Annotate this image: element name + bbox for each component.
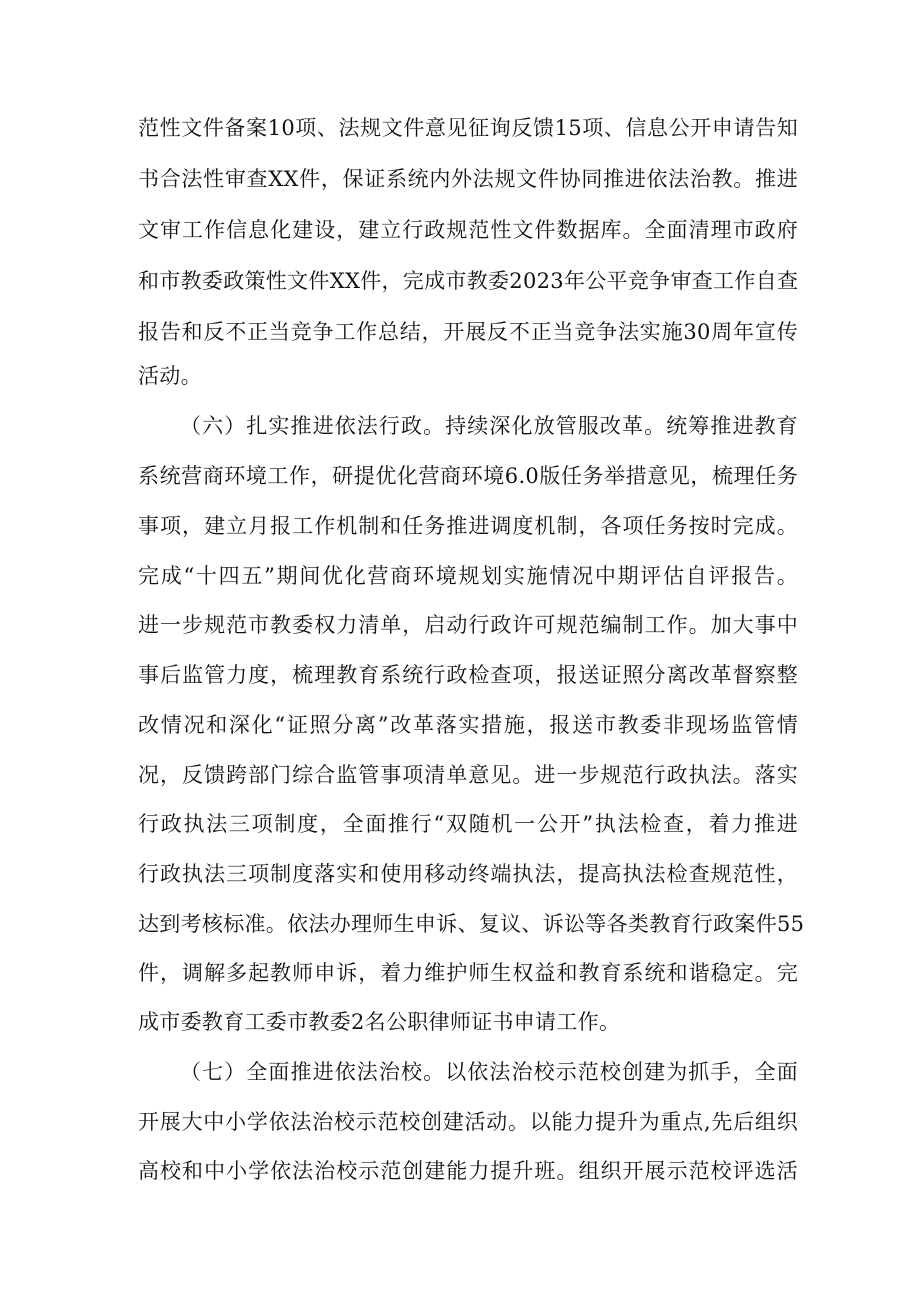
section-heading-line: （七）全面推进依法治校。以依法治校示范校创建为抓手，全面 xyxy=(180,1060,798,1084)
text-line: 进一步规范市教委权力清单，启动行政许可规范编制工作。加大事中 xyxy=(138,613,798,637)
section-heading-line: （六）扎实推进依法行政。持续深化放管服改革。统筹推进教育 xyxy=(180,414,798,438)
text-line: 活动。 xyxy=(138,364,202,388)
text-line: 达到考核标准。依法办理师生申诉、复议、诉讼等各类教育行政案件55 xyxy=(138,912,805,936)
text-line: 文审工作信息化建设，建立行政规范性文件数据库。全面清理市政府 xyxy=(138,218,798,242)
text-line: 行政执法三项制度落实和使用移动终端执法，提高执法检查规范性， xyxy=(138,862,798,886)
text-line: 件，调解多起教师申诉，着力维护师生权益和教育系统和谐稳定。完 xyxy=(138,961,798,985)
text-line: 和市教委政策性文件XX件，完成市教委2023年公平竞争审查工作自查 xyxy=(138,269,799,293)
text-line: 成市委教育工委市教委2名公职律师证书申请工作。 xyxy=(138,1010,621,1034)
text-line: 事后监管力度，梳理教育系统行政检查项，报送证照分离改革督察整 xyxy=(138,663,798,687)
text-line: 书合法性审查XX件，保证系统内外法规文件协同推进依法治教。推进 xyxy=(138,167,798,191)
text-line: 行政执法三项制度，全面推行“双随机一公开”执法检查，着力推进 xyxy=(138,812,798,836)
text-line: 高校和中小学依法治校示范创建能力提升班。组织开展示范校评选活 xyxy=(138,1159,798,1183)
text-line: 事项，建立月报工作机制和任务推进调度机制，各项任务按时完成。 xyxy=(138,514,798,538)
text-line: 完成“十四五”期间优化营商环境规划实施情况中期评估自评报告。 xyxy=(138,564,798,588)
text-line: 开展大中小学依法治校示范校创建活动。以能力提升为重点,先后组织 xyxy=(138,1110,798,1134)
text-line: 系统营商环境工作，研提优化营商环境6.0版任务举措意见，梳理任务 xyxy=(138,464,798,488)
text-line: 范性文件备案10项、法规文件意见征询反馈15项、信息公开申请告知 xyxy=(138,116,798,140)
text-line: 改情况和深化“证照分离”改革落实措施，报送市教委非现场监管情 xyxy=(138,713,798,737)
text-line: 报告和反不正当竞争工作总结，开展反不正当竞争法实施30周年宣传 xyxy=(138,320,798,344)
text-line: 况，反馈跨部门综合监管事项清单意见。进一步规范行政执法。落实 xyxy=(138,763,798,787)
